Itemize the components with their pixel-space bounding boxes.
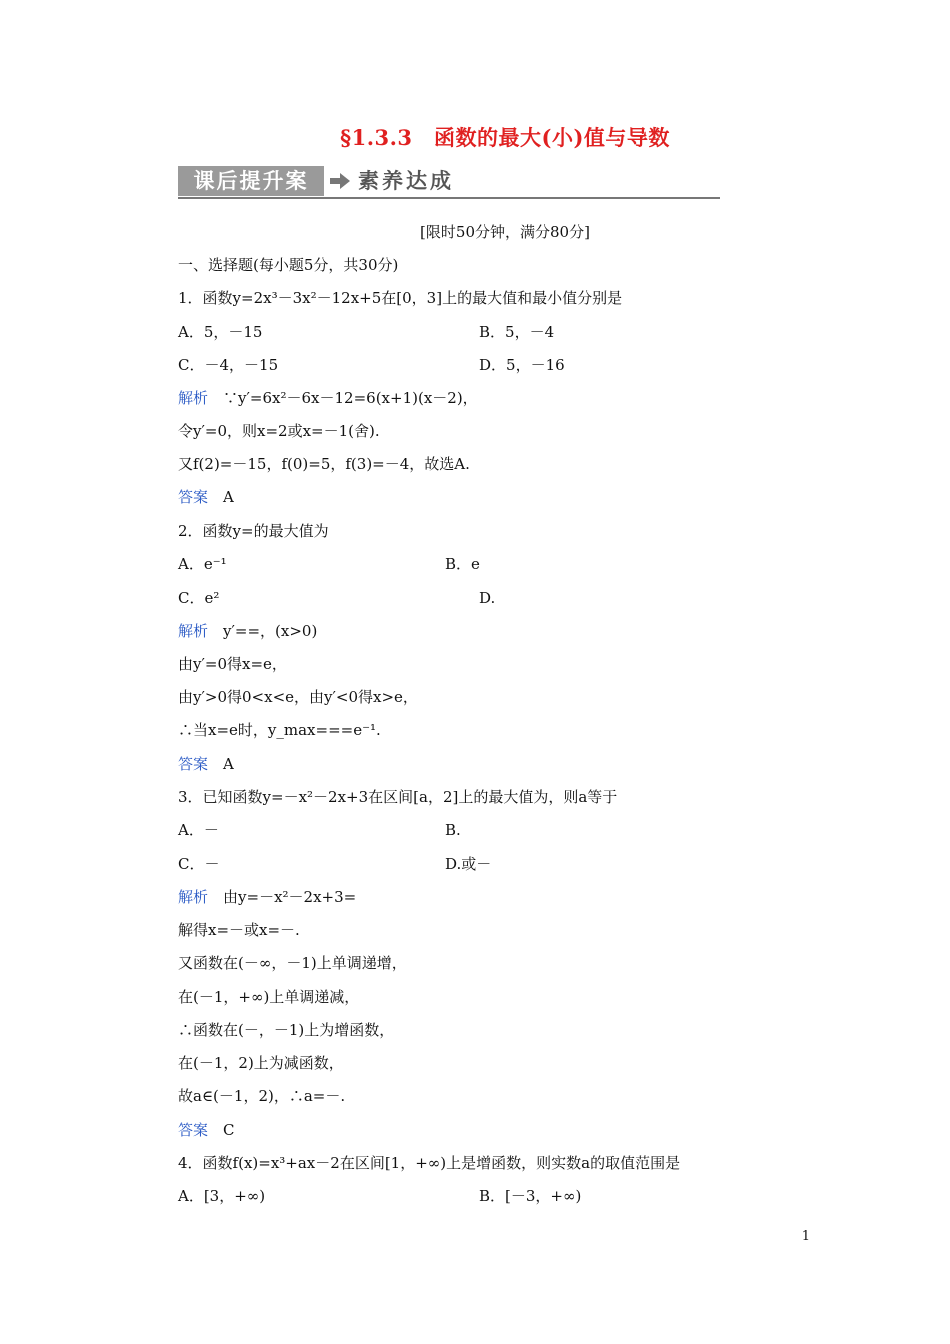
solution-line: 由y′=0得x=e， bbox=[178, 655, 287, 673]
solution-label: 解析 bbox=[178, 622, 209, 640]
answer-line bbox=[178, 754, 234, 774]
option-d: D.或－ bbox=[445, 855, 492, 873]
page-number: 1 bbox=[801, 1229, 810, 1244]
section-banner bbox=[178, 166, 720, 198]
option-c: C．－4，－15 bbox=[178, 356, 279, 374]
option-c: C．－ bbox=[178, 855, 220, 873]
option-a: A．e⁻¹ bbox=[178, 555, 227, 573]
solution-line: 故a∈(－1，2)，∴a=－. bbox=[178, 1087, 346, 1105]
solution-text: y′==，(x>0) bbox=[223, 622, 318, 640]
solution-line: 由y′>0得0<x<e，由y′<0得x>e， bbox=[178, 688, 418, 706]
solution-line bbox=[178, 887, 356, 907]
option-a: A．－ bbox=[178, 821, 219, 839]
banner-subtitle: 素养达成 bbox=[358, 168, 454, 193]
solution-text: 由y=－x²－2x+3= bbox=[223, 888, 357, 906]
solution-line: 令y′=0，则x=2或x=－1(舍). bbox=[178, 422, 380, 440]
answer-label: 答案 bbox=[178, 755, 209, 773]
solution-label: 解析 bbox=[178, 888, 209, 906]
option-a: A．5，－15 bbox=[178, 323, 263, 341]
answer-label: 答案 bbox=[178, 1121, 209, 1139]
section-heading: 一、选择题(每小题5分，共30分) bbox=[178, 256, 399, 274]
solution-line: ∴函数在(－，－1)上为增函数， bbox=[178, 1021, 395, 1039]
solution-line: 又f(2)=－15，f(0)=5，f(3)=－4，故选A. bbox=[178, 455, 470, 473]
question-stem: 1．函数y=2x³－3x²－12x+5在[0，3]上的最大值和最小值分别是 bbox=[178, 289, 623, 307]
answer-line bbox=[178, 487, 234, 507]
answer-label: 答案 bbox=[178, 488, 209, 506]
solution-line bbox=[178, 621, 317, 641]
answer-value: C bbox=[223, 1121, 235, 1139]
question-stem: 4．函数f(x)=x³+ax－2在区间[1，+∞)上是增函数，则实数a的取值范围是 bbox=[178, 1154, 681, 1172]
option-d: D．5，－16 bbox=[479, 356, 565, 374]
solution-line: 解得x=－或x=－. bbox=[178, 921, 300, 939]
page-title: §1.3.3 函数的最大(小)值与导数 bbox=[340, 125, 670, 150]
option-c: C．e² bbox=[178, 589, 220, 607]
solution-text: ∵y′=6x²－6x－12=6(x+1)(x－2)， bbox=[223, 389, 478, 407]
solution-line: ∴当x=e时，y_max===e⁻¹. bbox=[178, 721, 381, 739]
option-b: B. bbox=[445, 821, 461, 839]
solution-label: 解析 bbox=[178, 389, 209, 407]
option-a: A．[3，+∞) bbox=[178, 1187, 266, 1205]
option-b: B．e bbox=[445, 555, 480, 573]
solution-line bbox=[178, 388, 478, 408]
option-b: B．5，－4 bbox=[479, 323, 555, 341]
answer-line bbox=[178, 1120, 235, 1140]
banner-box: 课后提升案 bbox=[178, 166, 324, 196]
option-d: D. bbox=[479, 589, 496, 607]
answer-value: A bbox=[223, 488, 234, 506]
question-stem: 3．已知函数y=－x²－2x+3在区间[a，2]上的最大值为，则a等于 bbox=[178, 788, 618, 806]
question-stem: 2．函数y=的最大值为 bbox=[178, 522, 329, 540]
option-b: B．[－3，+∞) bbox=[479, 1187, 582, 1205]
time-limit: [限时50分钟，满分80分] bbox=[420, 223, 590, 241]
answer-value: A bbox=[223, 755, 234, 773]
solution-line: 在(－1，+∞)上单调递减， bbox=[178, 988, 360, 1006]
solution-line: 在(－1，2)上为减函数， bbox=[178, 1054, 344, 1072]
solution-line: 又函数在(－∞，－1)上单调递增， bbox=[178, 954, 407, 972]
arrow-right-icon bbox=[329, 170, 351, 192]
divider bbox=[178, 197, 720, 199]
